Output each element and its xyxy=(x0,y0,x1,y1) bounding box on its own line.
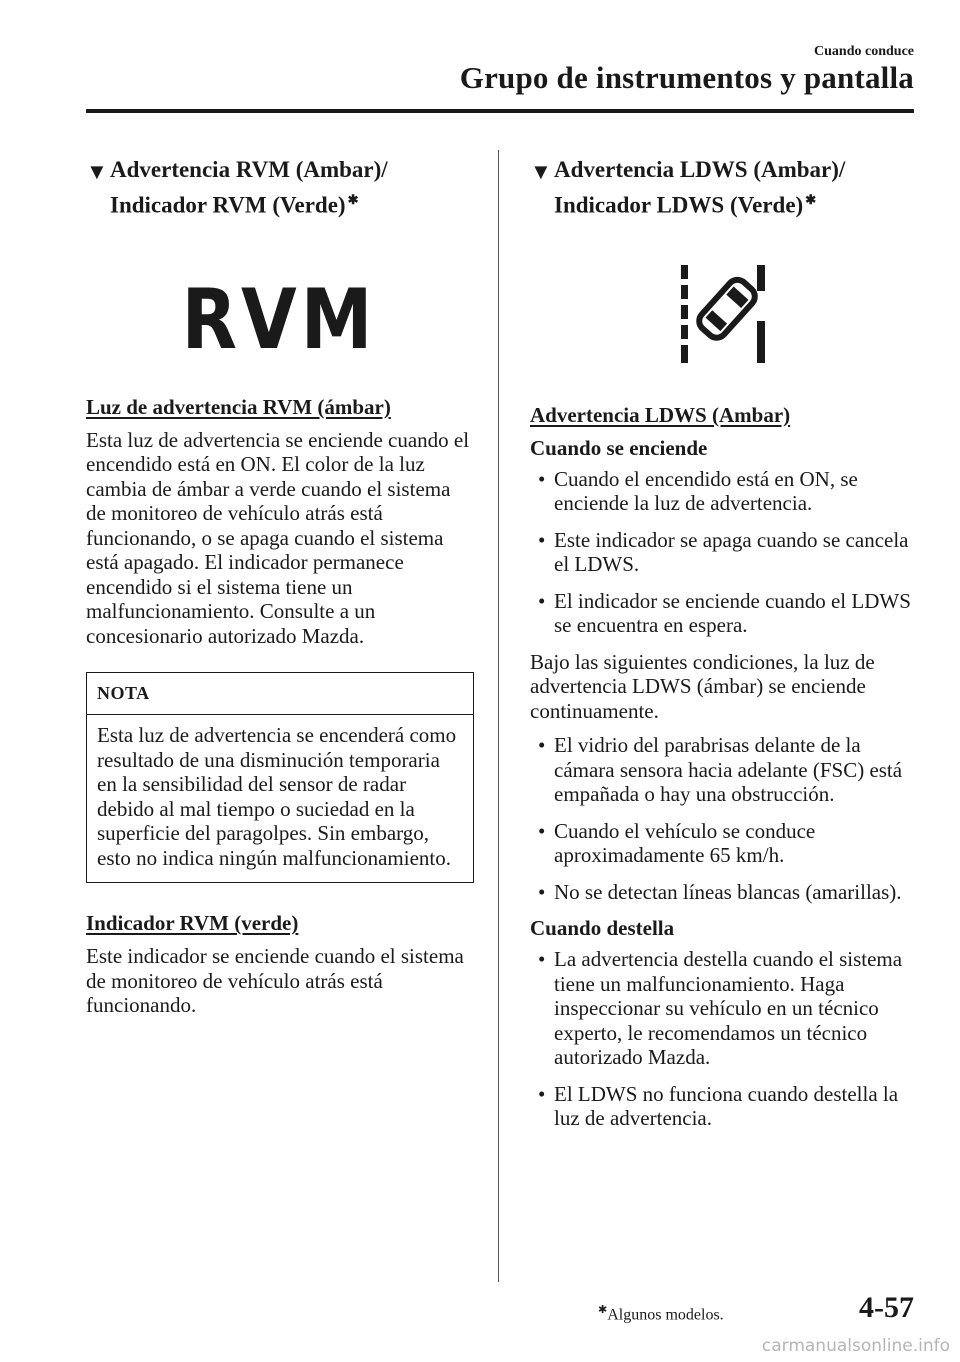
note-body: Esta luz de advertencia se encenderá como resultado de una disminución temporaria en la sensibilidad del sensor de radar debido al mal tiempo o suciedad en la superficie del paragolpes. Sin embargo, esto no indica ningún malfuncionamiento. xyxy=(97,723,457,870)
header-section-label: Cuando conduce xyxy=(814,44,914,59)
list-item xyxy=(530,1082,920,1131)
when-flash-list xyxy=(530,947,920,1131)
footer-note xyxy=(598,1303,724,1324)
when-on-list xyxy=(530,467,920,638)
list-item xyxy=(530,467,920,516)
list-item xyxy=(530,880,920,905)
list-item-text: Cuando el encendido está en ON, se enciende la luz de advertencia. xyxy=(554,466,858,516)
conditions-list xyxy=(530,733,920,904)
page-title: Grupo de instrumentos y pantalla xyxy=(459,60,914,95)
when-on-label: Cuando se enciende xyxy=(530,435,708,460)
triangle-marker-icon: ▼ xyxy=(530,159,552,184)
note-title: NOTA xyxy=(87,673,473,715)
list-item xyxy=(530,819,920,868)
bullet-icon: • xyxy=(538,466,546,491)
note-box xyxy=(86,672,474,883)
list-item-text: Este indicador se apaga cuando se cancela el LDWS. xyxy=(554,527,909,577)
asterisk-icon: ✱ xyxy=(347,192,359,207)
rvm-heading-line2-wrap xyxy=(110,185,472,221)
footer-note-text: Algunos modelos. xyxy=(607,1306,724,1324)
rvm-green-paragraph: Este indicador se enciende cuando el sistema de monitoreo de vehículo atrás está funcionando. xyxy=(86,944,464,1018)
right-column xyxy=(530,155,920,1143)
list-item-text: Cuando el vehículo se conduce aproximadamente 65 km/h. xyxy=(554,818,816,868)
list-item xyxy=(530,733,920,807)
rvm-green-subheading: Indicador RVM (verde) xyxy=(86,911,299,936)
bullet-icon: • xyxy=(538,879,546,904)
bullet-icon: • xyxy=(538,1081,546,1106)
page-number: 4-57 xyxy=(859,1291,914,1324)
bullet-icon: • xyxy=(538,527,546,552)
list-item-text: No se detectan líneas blancas (amarillas). xyxy=(554,879,902,904)
watermark: carmanualsonline.info xyxy=(761,1336,950,1356)
header-rule xyxy=(86,109,914,113)
ldws-heading-line2-wrap xyxy=(554,185,920,221)
conditions-paragraph: Bajo las siguientes condiciones, la luz de advertencia LDWS (ámbar) se enciende continuamente. xyxy=(530,649,875,723)
rvm-section-heading xyxy=(86,155,472,221)
rvm-amber-paragraph: Esta luz de advertencia se enciende cuando el encendido está en ON. El color de la luz cambia de ámbar a verde cuando el sistema de monitoreo de vehículo atrás está funcionando, o se apaga cuando el sistema está apagado. El indicador permanece encendido si el sistema tiene un malfuncionamiento. Consulte a un concesionario autorizado Mazda. xyxy=(86,427,470,648)
rvm-heading-line1: Advertencia RVM (Ambar)/ xyxy=(110,157,388,182)
bullet-icon: • xyxy=(538,588,546,613)
rvm-indicator-symbol: RVM xyxy=(181,270,377,367)
asterisk-icon: ✱ xyxy=(598,1304,608,1316)
list-item xyxy=(530,947,920,1070)
list-item xyxy=(530,528,920,577)
list-item-text: La advertencia destella cuando el sistema tiene un malfuncionamiento. Haga inspeccionar su vehículo en un técnico experto, le recomendamos un técnico autorizado Mazda. xyxy=(554,947,903,1070)
ldws-section-heading xyxy=(530,155,920,221)
rvm-heading-line2: Indicador RVM (Verde) xyxy=(110,192,346,218)
asterisk-icon: ✱ xyxy=(805,192,817,207)
lane-departure-warning-icon xyxy=(677,263,773,367)
list-item xyxy=(530,589,920,638)
column-divider xyxy=(498,150,499,1282)
triangle-marker-icon: ▼ xyxy=(86,159,108,184)
bullet-icon: • xyxy=(538,947,546,972)
ldws-amber-subheading: Advertencia LDWS (Ambar) xyxy=(530,402,791,427)
bullet-icon: • xyxy=(538,818,546,843)
ldws-heading-line2: Indicador LDWS (Verde) xyxy=(554,192,804,218)
list-item-text: El indicador se enciende cuando el LDWS se encuentra en espera. xyxy=(554,588,911,638)
left-column xyxy=(86,155,472,1028)
bullet-icon: • xyxy=(538,733,546,758)
list-item-text: El vidrio del parabrisas delante de la cámara sensora hacia adelante (FSC) está empañada o hay una obstrucción. xyxy=(554,733,903,807)
rvm-amber-subheading: Luz de advertencia RVM (ámbar) xyxy=(86,394,391,419)
ldws-heading-line1: Advertencia LDWS (Ambar)/ xyxy=(554,157,846,182)
when-flash-label: Cuando destella xyxy=(530,916,675,941)
list-item-text: El LDWS no funciona cuando destella la luz de advertencia. xyxy=(554,1081,899,1131)
